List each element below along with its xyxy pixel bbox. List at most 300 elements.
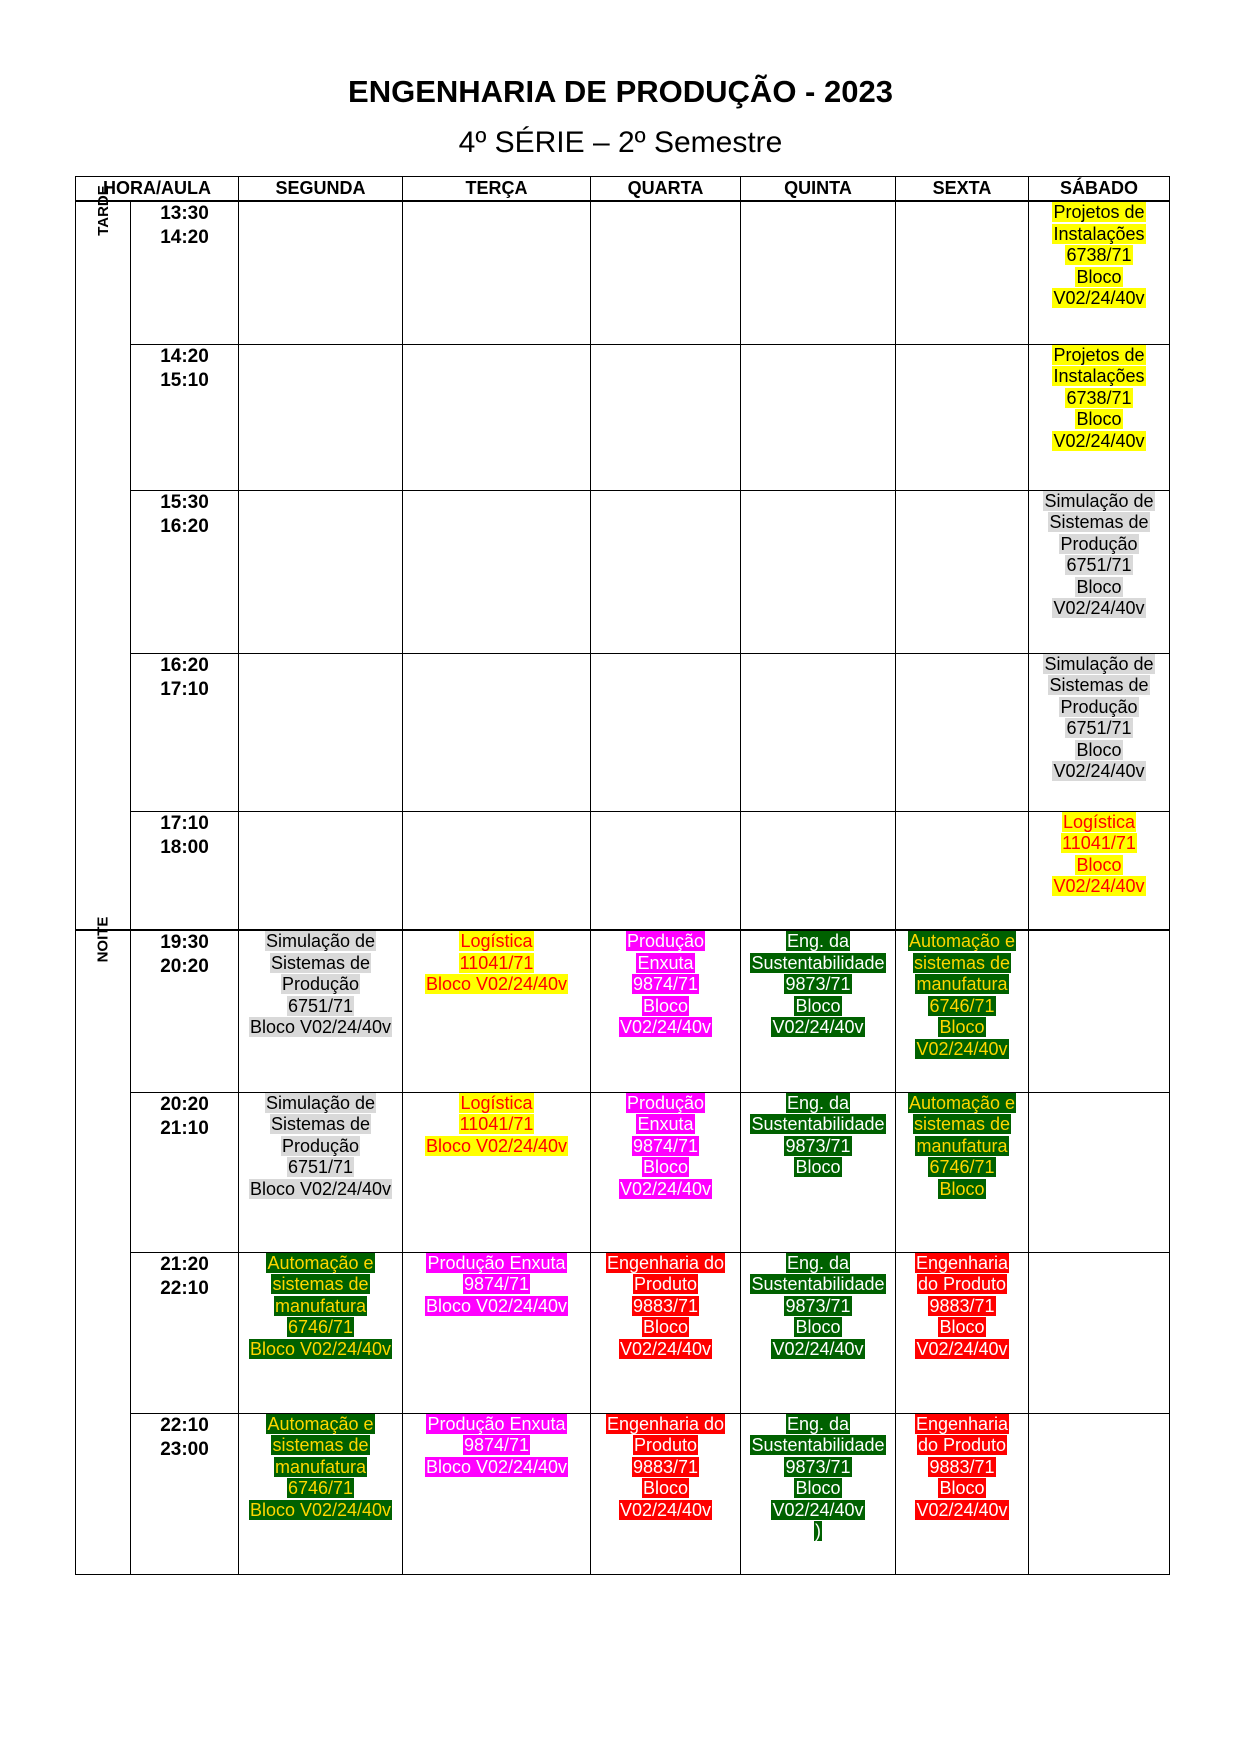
class-line — [239, 1136, 402, 1158]
column-header: SEXTA — [896, 177, 1029, 202]
class-cell — [591, 811, 741, 930]
class-text: Automação e — [908, 931, 1016, 951]
class-text: V02/24/40v — [619, 1338, 712, 1359]
class-text: do Produto — [917, 1274, 1007, 1294]
class-text: Engenharia do — [606, 1413, 725, 1434]
class-text: V02/24/40v — [772, 1499, 864, 1520]
class-cell — [591, 1252, 741, 1413]
class-text: Engenharia do — [606, 1252, 725, 1273]
column-header: SÁBADO — [1029, 177, 1170, 202]
class-cell — [403, 1413, 591, 1574]
class-line — [896, 1114, 1028, 1136]
class-line — [239, 1414, 402, 1436]
class-line — [741, 1017, 895, 1039]
class-line — [403, 974, 590, 996]
class-text: Logística — [1062, 811, 1136, 832]
class-text: 6738/71 — [1066, 245, 1132, 265]
time-start: 16:20 — [160, 654, 209, 676]
class-line — [239, 1274, 402, 1296]
table-row — [76, 811, 1170, 930]
class-text: Produção — [281, 1135, 360, 1156]
class-cell — [591, 930, 741, 1092]
column-header: SEGUNDA — [239, 177, 403, 202]
class-text: Simulação de — [265, 1092, 376, 1113]
class-cell — [741, 1252, 896, 1413]
class-line — [591, 1317, 740, 1339]
column-header: HORA/AULA — [76, 177, 239, 202]
class-cell — [403, 930, 591, 1092]
class-line — [403, 1457, 590, 1479]
class-text: 6738/71 — [1066, 387, 1132, 408]
class-line — [403, 1274, 590, 1296]
class-line — [403, 1414, 590, 1436]
time-end: 20:20 — [160, 956, 209, 977]
class-cell — [741, 1413, 896, 1574]
class-cell — [896, 1413, 1029, 1574]
class-text: Enxuta — [637, 1114, 694, 1134]
class-cell — [741, 490, 896, 653]
class-line — [239, 1317, 402, 1339]
class-line — [1029, 366, 1169, 388]
class-line — [1029, 833, 1169, 855]
class-line — [896, 1296, 1028, 1318]
class-cell — [403, 490, 591, 653]
time-end: 22:10 — [160, 1277, 209, 1299]
class-cell — [591, 653, 741, 811]
class-line — [403, 1093, 590, 1115]
class-cell — [591, 1413, 741, 1574]
time-start: 14:20 — [160, 345, 209, 367]
class-line — [1029, 245, 1169, 267]
class-text: Bloco V02/24/40v — [425, 1295, 568, 1316]
class-cell — [239, 930, 403, 1092]
class-cell — [1029, 490, 1170, 653]
class-text: Eng. da — [786, 931, 850, 951]
class-text: 9883/71 — [632, 1295, 699, 1316]
class-text: V02/24/40v — [1053, 876, 1145, 896]
class-line — [591, 931, 740, 953]
class-text: Bloco V02/24/40v — [425, 974, 568, 994]
class-cell — [1029, 1413, 1170, 1574]
class-line — [591, 974, 740, 996]
class-text: Produção — [281, 974, 360, 994]
class-text: 9874/71 — [632, 974, 699, 994]
time-slot — [131, 201, 239, 344]
class-text: Produção — [1060, 533, 1138, 554]
class-line — [591, 1136, 740, 1158]
class-text: sistemas de — [913, 952, 1011, 973]
class-line — [741, 1274, 895, 1296]
class-text: 6751/71 — [1066, 718, 1132, 738]
class-line — [741, 1114, 895, 1136]
time-slot — [131, 1413, 239, 1574]
class-text: 6751/71 — [1066, 555, 1132, 575]
class-line — [1029, 202, 1169, 224]
class-text: 9883/71 — [929, 1456, 995, 1477]
class-line — [591, 1457, 740, 1479]
class-text: Simulação de — [265, 931, 376, 951]
class-line — [1029, 761, 1169, 783]
class-text: Instalações — [1053, 223, 1145, 244]
class-text: Bloco V02/24/40v — [425, 1135, 568, 1156]
time-slot — [131, 490, 239, 653]
time-start: 21:20 — [160, 1253, 209, 1275]
class-text: Sistemas de — [1049, 512, 1149, 532]
class-text: V02/24/40v — [916, 1499, 1008, 1520]
class-line — [591, 1339, 740, 1361]
class-line — [239, 1253, 402, 1275]
time-end: 18:00 — [160, 836, 209, 858]
class-line — [591, 1274, 740, 1296]
class-cell — [403, 344, 591, 490]
class-text: manufatura — [916, 974, 1008, 994]
class-line — [1029, 675, 1169, 697]
class-line — [403, 1114, 590, 1136]
class-line — [239, 1296, 402, 1318]
class-text: Eng. da — [786, 1092, 850, 1113]
class-line — [591, 1093, 740, 1115]
class-line — [591, 1114, 740, 1136]
class-line — [591, 1253, 740, 1275]
class-line — [1029, 740, 1169, 762]
class-text: 6751/71 — [287, 995, 354, 1016]
class-text: Bloco V02/24/40v — [249, 1017, 392, 1037]
header-row — [76, 177, 1170, 202]
class-text: Bloco — [795, 995, 841, 1016]
class-line — [403, 1253, 590, 1275]
time-end: 21:10 — [160, 1117, 209, 1139]
class-line — [403, 931, 590, 953]
period-text: TARDE — [94, 185, 112, 236]
class-line — [1029, 267, 1169, 289]
class-line — [896, 1093, 1028, 1115]
class-text: Bloco — [1076, 854, 1122, 875]
class-cell — [896, 490, 1029, 653]
class-cell — [239, 1413, 403, 1574]
class-text: 6746/71 — [287, 1317, 354, 1337]
class-line — [896, 1339, 1028, 1361]
time-start: 15:30 — [160, 491, 209, 513]
class-text: Logística — [460, 931, 533, 951]
class-text: Bloco — [1076, 266, 1122, 287]
class-line — [896, 996, 1028, 1018]
class-text: V02/24/40v — [1053, 430, 1145, 451]
time-slot — [131, 344, 239, 490]
class-text: Simulação de — [1044, 490, 1154, 511]
class-text: Bloco — [795, 1478, 841, 1498]
class-text: Sistemas de — [270, 952, 371, 973]
class-cell — [239, 653, 403, 811]
class-line — [741, 1296, 895, 1318]
class-text: sistemas de — [272, 1274, 369, 1294]
class-text: Bloco V02/24/40v — [249, 1499, 392, 1520]
class-cell — [896, 201, 1029, 344]
period-label-noite — [76, 916, 131, 1574]
class-cell — [896, 1252, 1029, 1413]
class-line — [1029, 876, 1169, 898]
class-text: manufatura — [274, 1295, 367, 1316]
time-start: 20:20 — [160, 1093, 209, 1115]
class-line — [239, 1435, 402, 1457]
class-text: Bloco — [1076, 739, 1122, 760]
class-line — [239, 1500, 402, 1522]
class-text: Automação e — [908, 1092, 1016, 1113]
class-line — [1029, 534, 1169, 556]
class-line — [239, 1093, 402, 1115]
class-line — [239, 1339, 402, 1361]
class-line — [239, 1457, 402, 1479]
class-line — [239, 974, 402, 996]
page-title: ENGENHARIA DE PRODUÇÃO - 2023 — [348, 74, 893, 109]
class-text: 9873/71 — [785, 1456, 851, 1477]
class-line — [1029, 812, 1169, 834]
class-line — [896, 1017, 1028, 1039]
class-line — [896, 1253, 1028, 1275]
class-text: Engenharia — [915, 1252, 1009, 1273]
time-start: 13:30 — [160, 203, 209, 224]
page-subtitle: 4º SÉRIE – 2º Semestre — [458, 126, 783, 159]
class-line — [896, 1414, 1028, 1436]
class-text: 9873/71 — [785, 1295, 851, 1316]
class-line — [896, 1500, 1028, 1522]
class-text: 6746/71 — [929, 995, 995, 1016]
class-cell — [1029, 1252, 1170, 1413]
class-text: Bloco — [939, 1478, 985, 1498]
class-text: sistemas de — [913, 1114, 1011, 1134]
class-text: Sustentabilidade — [751, 1114, 885, 1134]
class-line — [896, 1435, 1028, 1457]
time-slot — [131, 1092, 239, 1252]
class-text: Sistemas de — [1049, 675, 1149, 695]
class-line — [896, 1317, 1028, 1339]
class-text: V02/24/40v — [916, 1338, 1008, 1359]
class-text: 9874/71 — [463, 1274, 530, 1294]
class-line — [1029, 718, 1169, 740]
class-line — [239, 1114, 402, 1136]
class-cell — [239, 1092, 403, 1252]
class-text: Bloco — [939, 1178, 985, 1199]
class-text: Automação e — [267, 1413, 374, 1434]
time-end: 23:00 — [160, 1438, 209, 1460]
class-text: Instalações — [1053, 366, 1145, 386]
class-cell — [239, 811, 403, 930]
class-line — [1029, 388, 1169, 410]
class-text: V02/24/40v — [619, 1017, 712, 1037]
class-text: Sistemas de — [270, 1114, 371, 1134]
class-text: Logística — [460, 1092, 533, 1113]
class-text: Engenharia — [915, 1413, 1009, 1434]
class-cell — [1029, 811, 1170, 930]
class-line — [403, 1296, 590, 1318]
class-text: Sustentabilidade — [751, 952, 885, 973]
class-cell — [591, 490, 741, 653]
class-text: Bloco — [642, 1157, 689, 1177]
class-line — [741, 1093, 895, 1115]
schedule-table — [75, 176, 1170, 1575]
class-cell — [239, 490, 403, 653]
class-cell — [741, 201, 896, 344]
class-cell — [1029, 201, 1170, 344]
class-line — [1029, 345, 1169, 367]
class-line — [403, 1435, 590, 1457]
class-cell — [239, 344, 403, 490]
class-line — [741, 1457, 895, 1479]
column-header: QUINTA — [741, 177, 896, 202]
class-cell — [896, 811, 1029, 930]
class-line — [1029, 288, 1169, 310]
class-cell — [239, 1252, 403, 1413]
class-line — [896, 953, 1028, 975]
class-text: V02/24/40v — [1053, 598, 1145, 618]
class-text: Produção — [626, 1092, 705, 1113]
class-line — [1029, 409, 1169, 431]
class-text: 11041/71 — [459, 952, 534, 973]
class-cell — [1029, 344, 1170, 490]
class-cell — [591, 201, 741, 344]
class-text: manufatura — [274, 1456, 367, 1477]
class-text: V02/24/40v — [772, 1017, 864, 1037]
class-line — [741, 1521, 895, 1543]
class-line — [741, 931, 895, 953]
class-text: Bloco — [795, 1157, 841, 1177]
table-row — [76, 490, 1170, 653]
class-cell — [1029, 1092, 1170, 1252]
class-line — [239, 1179, 402, 1201]
time-end: 15:10 — [160, 369, 209, 391]
class-line — [896, 1157, 1028, 1179]
class-line — [741, 1414, 895, 1436]
class-text: Bloco — [642, 995, 689, 1016]
class-line — [591, 1435, 740, 1457]
time-start: 22:10 — [160, 1414, 209, 1436]
class-line — [591, 1157, 740, 1179]
class-cell — [403, 201, 591, 344]
class-line — [239, 1478, 402, 1500]
class-text: Bloco — [642, 1478, 689, 1498]
class-line — [591, 1500, 740, 1522]
class-line — [591, 1017, 740, 1039]
class-line — [741, 1435, 895, 1457]
period-text: NOITE — [94, 916, 112, 963]
class-cell — [403, 1252, 591, 1413]
class-text: sistemas de — [272, 1435, 369, 1455]
class-cell — [896, 653, 1029, 811]
class-text: 6751/71 — [287, 1157, 354, 1177]
class-text: Automação e — [267, 1252, 374, 1273]
class-line — [741, 1317, 895, 1339]
class-cell — [741, 930, 896, 1092]
class-cell — [591, 344, 741, 490]
time-end: 14:20 — [160, 227, 209, 248]
class-text: Bloco — [1076, 409, 1122, 429]
class-cell — [741, 1092, 896, 1252]
class-cell — [741, 653, 896, 811]
class-text: Bloco V02/24/40v — [249, 1178, 392, 1199]
time-end: 17:10 — [160, 678, 209, 700]
class-text: Bloco — [939, 1017, 985, 1037]
class-text: Enxuta — [637, 952, 694, 973]
class-text: Produção — [626, 931, 705, 951]
class-line — [1029, 491, 1169, 513]
time-slot — [131, 653, 239, 811]
class-text: 9883/71 — [632, 1456, 699, 1477]
time-slot — [131, 1252, 239, 1413]
class-text: 9873/71 — [785, 974, 851, 994]
class-line — [403, 953, 590, 975]
class-line — [239, 1157, 402, 1179]
class-line — [1029, 598, 1169, 620]
class-line — [1029, 555, 1169, 577]
period-label-tarde — [76, 185, 131, 930]
column-header: TERÇA — [403, 177, 591, 202]
class-text: V02/24/40v — [916, 1038, 1008, 1059]
class-text: Projetos de — [1053, 202, 1145, 222]
table-row — [76, 930, 1170, 1092]
class-text: manufatura — [916, 1135, 1008, 1156]
class-text: Bloco — [939, 1317, 985, 1337]
class-line — [591, 1414, 740, 1436]
class-text: 6746/71 — [929, 1157, 995, 1177]
class-text: 6746/71 — [287, 1478, 354, 1498]
class-line — [591, 1296, 740, 1318]
class-line — [1029, 224, 1169, 246]
class-line — [741, 1339, 895, 1361]
class-line — [896, 931, 1028, 953]
class-line — [896, 1179, 1028, 1201]
class-text: V02/24/40v — [772, 1338, 864, 1359]
class-text: Produção Enxuta — [427, 1413, 566, 1434]
class-text: V02/24/40v — [1053, 288, 1145, 308]
class-line — [896, 1274, 1028, 1296]
class-cell — [591, 1092, 741, 1252]
class-line — [591, 996, 740, 1018]
class-line — [239, 1017, 402, 1039]
class-text: ) — [815, 1521, 821, 1541]
class-line — [741, 953, 895, 975]
class-line — [239, 996, 402, 1018]
class-text: 11041/71 — [1062, 833, 1136, 853]
class-cell — [741, 811, 896, 930]
class-text: Bloco V02/24/40v — [425, 1456, 568, 1477]
class-line — [591, 1179, 740, 1201]
class-text: Produto — [633, 1274, 698, 1294]
class-text: Eng. da — [786, 1413, 850, 1434]
class-line — [239, 931, 402, 953]
table-row — [76, 1252, 1170, 1413]
class-text: V02/24/40v — [1053, 761, 1145, 781]
class-text: Sustentabilidade — [751, 1435, 885, 1455]
class-cell — [239, 201, 403, 344]
class-line — [1029, 697, 1169, 719]
table-row — [76, 653, 1170, 811]
class-line — [741, 1136, 895, 1158]
class-text: 9874/71 — [463, 1435, 530, 1455]
class-line — [1029, 654, 1169, 676]
class-line — [741, 996, 895, 1018]
class-line — [591, 1478, 740, 1500]
class-cell — [741, 344, 896, 490]
class-text: 9883/71 — [929, 1295, 995, 1316]
class-line — [1029, 512, 1169, 534]
class-cell — [896, 930, 1029, 1092]
class-text: do Produto — [917, 1435, 1007, 1455]
class-text: Eng. da — [786, 1252, 850, 1273]
class-cell — [403, 653, 591, 811]
class-line — [896, 1039, 1028, 1061]
class-text: V02/24/40v — [619, 1499, 712, 1520]
class-line — [239, 953, 402, 975]
class-cell — [403, 811, 591, 930]
